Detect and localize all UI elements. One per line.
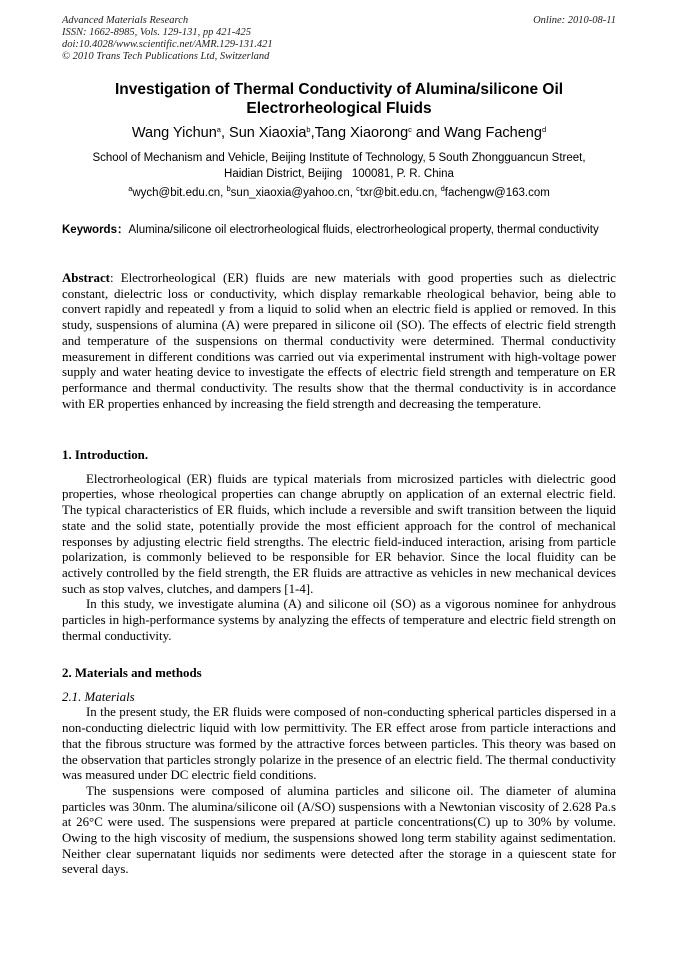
title-line-2: Electrorheological Fluids bbox=[246, 100, 432, 117]
author-name: , Sun Xiaoxia bbox=[220, 125, 307, 141]
keywords-block bbox=[62, 222, 616, 238]
author-superscript: b bbox=[306, 125, 311, 134]
email-superscript: d bbox=[440, 184, 445, 193]
paragraph: In this study, we investigate alumina (A) and silicone oil (SO) as a vigorous nominee for anhydrous particles in high-performance systems by analyzing the effects of temperature and electric field strength on thermal conductivity. bbox=[62, 597, 616, 643]
paragraph: The suspensions were composed of alumina particles and silicone oil. The diameter of alumina particles was 30nm. The alumina/silicone oil (A/SO) suspensions with a Newtonian viscosity of 2.628 Pa.s at 26°C were used. The suspensions were prepared at particle concentrations(C) up to 30% by volume. Owing to the high viscosity of medium, the suspensions showed long term stability against sedimentation. Neither clear supernatant liquids nor sediments were detected after the storage in a quiescent state for several days. bbox=[62, 783, 616, 877]
journal-header bbox=[62, 15, 616, 63]
author-list bbox=[62, 124, 616, 142]
email-superscript: c bbox=[356, 184, 360, 193]
keywords-label: Keywords： bbox=[62, 224, 129, 236]
abstract-text: : Electrorheological (ER) fluids are new materials with good properties such as dielectric constant, dielectric loss or conductivity, which display remarkable rheological behavior, being able to convert rapidly and repeatedl y from a liquid to solid when an electric field is applied or removed. In this study, suspensions of alumina (A) were prepared in silicone oil (SO). The effects of electric field strength and temperature of the suspensions on thermal conductivity were determined. Thermal conductivity measurement in different conditions was carried out via experimental instrument with high-voltage power supply and water heating device to investigate the effects of electric field strength and temperature on ER performance and thermal conductivity. The results show that the thermal conductivity is in accordance with ER properties enhanced by increasing the field strength and decreasing the temperature. bbox=[62, 271, 616, 411]
online-date: Online: 2010-08-11 bbox=[533, 15, 616, 26]
abstract-label: Abstract bbox=[62, 271, 110, 285]
email-superscript: a bbox=[128, 184, 133, 193]
email-address: fachengw@163.com bbox=[444, 187, 550, 199]
issn-line: ISSN: 1662-8985, Vols. 129-131, pp 421-425 bbox=[62, 27, 251, 38]
email-address: sun_xiaoxia@yahoo.cn, bbox=[230, 187, 357, 199]
email-superscript: b bbox=[226, 184, 231, 193]
doi-line: doi:10.4028/www.scientific.net/AMR.129-131.421 bbox=[62, 39, 273, 50]
materials-methods-section bbox=[62, 666, 616, 878]
author-superscript: d bbox=[541, 125, 547, 134]
paper-title bbox=[62, 80, 616, 118]
journal-name: Advanced Materials Research bbox=[62, 15, 189, 26]
section-heading: 1. Introduction. bbox=[62, 448, 149, 462]
affiliation-line-2: Haidian District, Beijing 100081, P. R. China bbox=[224, 168, 454, 180]
author-superscript: c bbox=[408, 125, 412, 134]
author-superscript: a bbox=[216, 125, 221, 134]
paragraph: In the present study, the ER fluids were composed of non-conducting spherical particles dispersed in a non-conducting dielectric liquid with low permittivity. The ER effect arose from particle interactions and that the fibrous structure was formed by the attractive forces between particles. This theory was based on the observation that particles strongly polarize in the presence of an electric field. The thermal conductivity was measured under DC electric field conditions. bbox=[62, 705, 616, 783]
subsection-heading: 2.1. Materials bbox=[62, 689, 135, 704]
author-name: Wang Yichun bbox=[131, 125, 217, 141]
keywords-text: Alumina/silicone oil electrorheological fluids, electrorheological property, thermal conductivity bbox=[128, 224, 599, 236]
introduction-section bbox=[62, 448, 616, 644]
paragraph: Electrorheological (ER) fluids are typical materials from microsized particles with dielectric good properties, whose rheological properties can change abruptly on application of an external electric field. The typical characteristics of ER fluids, which include a reversible and swift transition between the liquid state and the solid state, potentially provide the most efficient approach for the control of mechanical responses by adjusting electric field strengths. The electric field-induced interaction, arising from particle polarization, is commonly believed to be responsible for ER behavior. Since the local fluidity can be actively controlled by the field strength, the ER fluids are attractive as vehicles in new mechanical devices such as stop valves, clutches, and dampers [1-4]. bbox=[62, 471, 616, 596]
author-name: and Wang Facheng bbox=[411, 125, 542, 141]
copyright-line: © 2010 Trans Tech Publications Ltd, Switzerland bbox=[62, 51, 270, 62]
title-line-1: Investigation of Thermal Conductivity of Alumina/silicone Oil bbox=[114, 81, 564, 98]
abstract-block bbox=[62, 271, 616, 412]
email-address: txr@bit.edu.cn, bbox=[359, 187, 441, 199]
author-name: ,Tang Xiaorong bbox=[310, 125, 409, 141]
affiliation-line-1: School of Mechanism and Vehicle, Beijing Institute of Technology, 5 South Zhongguancun Street, bbox=[92, 152, 586, 164]
affiliation bbox=[62, 150, 616, 182]
email-address: wych@bit.edu.cn, bbox=[132, 187, 227, 199]
author-emails bbox=[62, 186, 616, 200]
section-heading: 2. Materials and methods bbox=[62, 666, 202, 680]
